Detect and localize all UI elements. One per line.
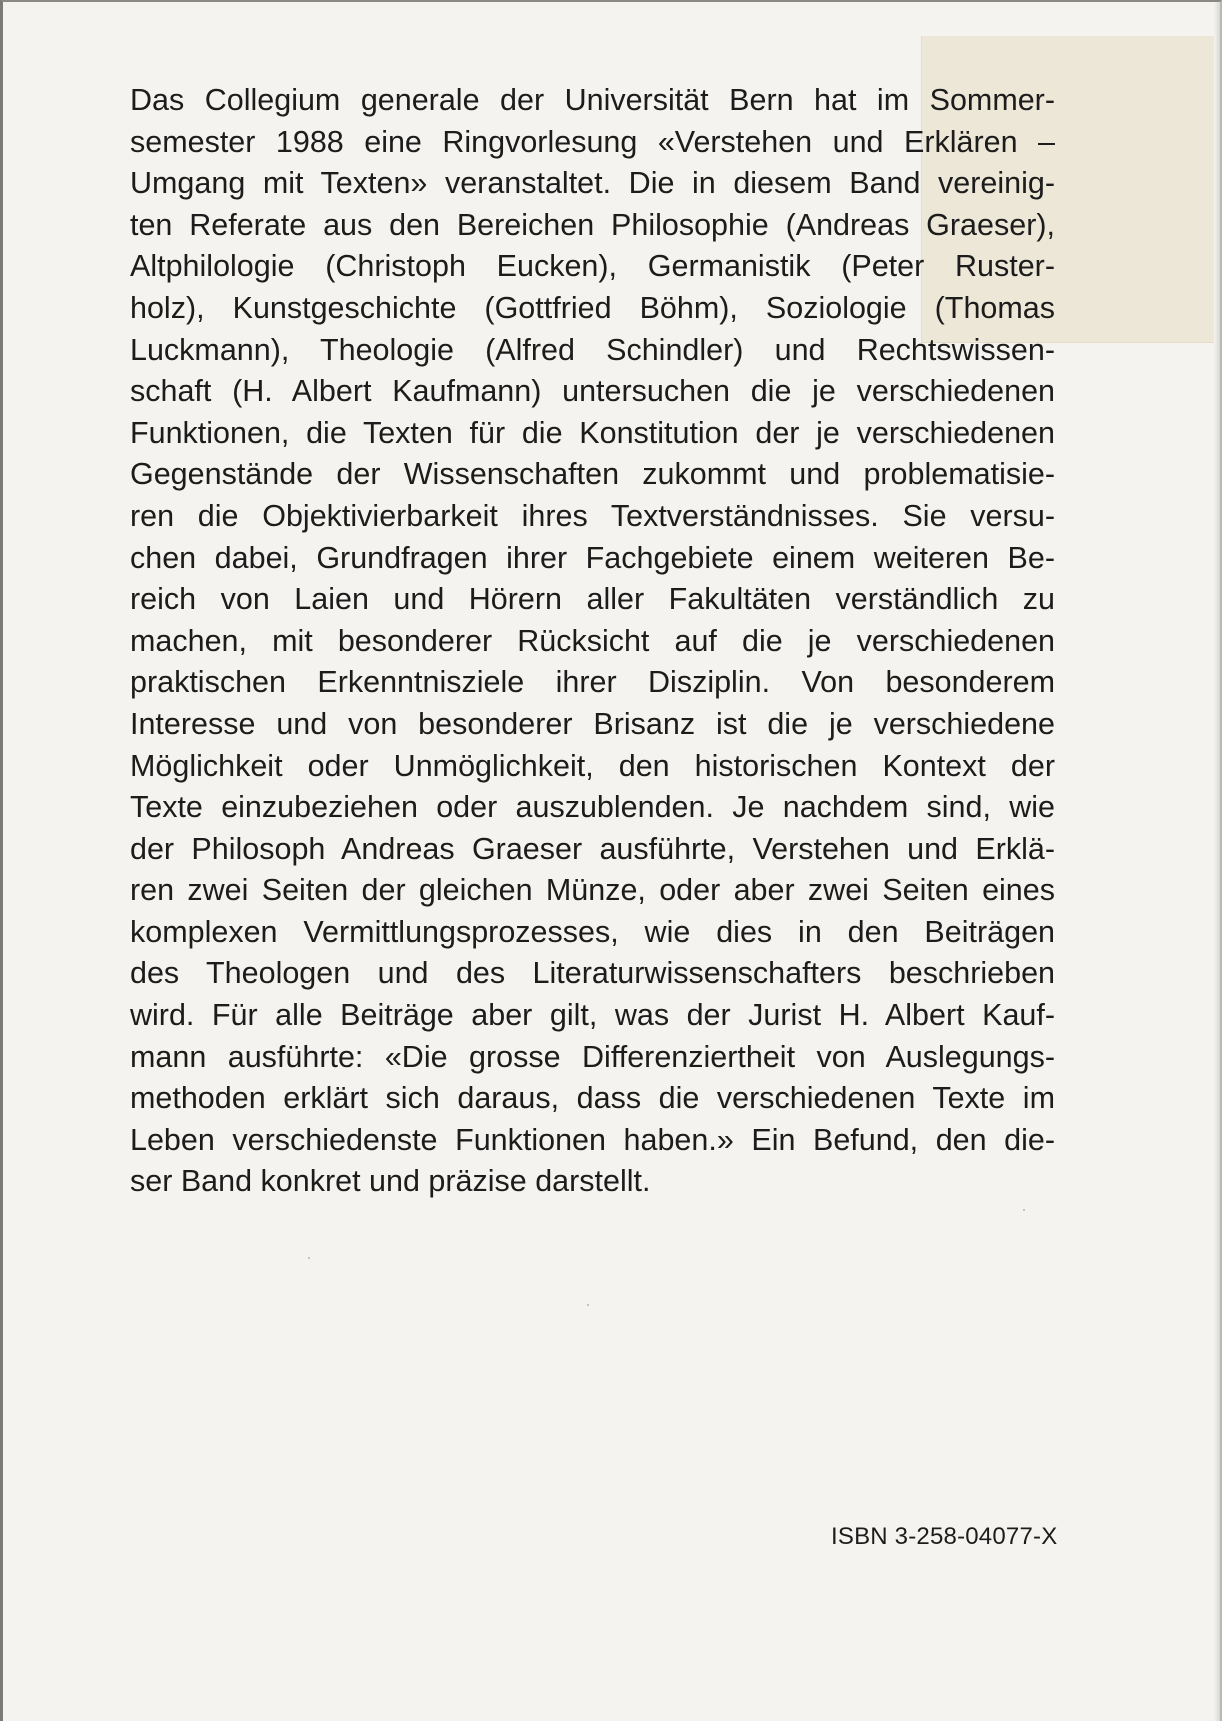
blurb-line: ser Band konkret und präzise darstellt. <box>130 1164 651 1199</box>
blurb-line: Leben verschiedenste Funktionen haben.» Ein Befund, den die- <box>130 1122 1055 1157</box>
blurb-line: Umgang mit Texten» veranstaltet. Die in diesem Band vereinig- <box>130 166 1055 201</box>
isbn-number: ISBN 3-258-04077-X <box>831 1523 1058 1550</box>
blurb-line: machen, mit besonderer Rücksicht auf die je verschiedenen <box>130 623 1055 658</box>
blurb-text <box>130 80 1055 1203</box>
blurb-line: schaft (H. Albert Kaufmann) untersuchen die je verschiedenen <box>130 374 1055 409</box>
blurb-line: Texte einzubeziehen oder auszublenden. Je nachdem sind, wie <box>130 790 1055 825</box>
blurb-line: ren zwei Seiten der gleichen Münze, oder aber zwei Seiten eines <box>130 873 1055 908</box>
blurb-line: Altphilologie (Christoph Eucken), Germanistik (Peter Ruster- <box>130 249 1055 284</box>
blurb-line: des Theologen und des Literaturwissenschafters beschrieben <box>130 956 1055 991</box>
blurb-line: semester 1988 eine Ringvorlesung «Verstehen und Erklären – <box>130 124 1055 159</box>
blurb-line: Das Collegium generale der Universität Bern hat im Sommer- <box>130 83 1055 117</box>
blurb-line: praktischen Erkenntnisziele ihrer Disziplin. Von besonderem <box>130 665 1055 700</box>
blurb-line: komplexen Vermittlungsprozesses, wie dies in den Beiträgen <box>130 914 1055 949</box>
paper-speck <box>587 1304 589 1306</box>
blurb-line: holz), Kunstgeschichte (Gottfried Böhm), Soziologie (Thomas <box>130 290 1055 325</box>
blurb-line: chen dabei, Grundfragen ihrer Fachgebiete einem weiteren Be- <box>130 540 1055 575</box>
blurb-line: wird. Für alle Beiträge aber gilt, was der Jurist H. Albert Kauf- <box>130 998 1055 1033</box>
blurb-line: methoden erklärt sich daraus, dass die verschiedenen Texte im <box>130 1081 1055 1116</box>
blurb-line: der Philosoph Andreas Graeser ausführte, Verstehen und Erklä- <box>130 831 1055 866</box>
page-edge-shadow <box>1214 2 1220 1721</box>
blurb-line: Interesse und von besonderer Brisanz ist die je verschiedene <box>130 706 1055 741</box>
blurb-line: ten Referate aus den Bereichen Philosophie (Andreas Graeser), <box>130 207 1055 242</box>
blurb-line: Möglichkeit oder Unmöglichkeit, den historischen Kontext der <box>130 748 1055 783</box>
paper-speck <box>1023 1209 1025 1211</box>
blurb-line: reich von Laien und Hörern aller Fakultäten verständlich zu <box>130 582 1055 617</box>
blurb-line: Funktionen, die Texten für die Konstitution der je verschiedenen <box>130 415 1055 450</box>
paper-speck <box>308 1257 310 1259</box>
blurb-line: Gegenstände der Wissenschaften zukommt und problematisie- <box>130 457 1055 492</box>
blurb-line: mann ausführte: «Die grosse Differenziertheit von Auslegungs- <box>130 1039 1055 1074</box>
blurb-line: Luckmann), Theologie (Alfred Schindler) und Rechtswissen- <box>130 332 1055 367</box>
blurb-line: ren die Objektivierbarkeit ihres Textverständnisses. Sie versu- <box>130 498 1055 533</box>
